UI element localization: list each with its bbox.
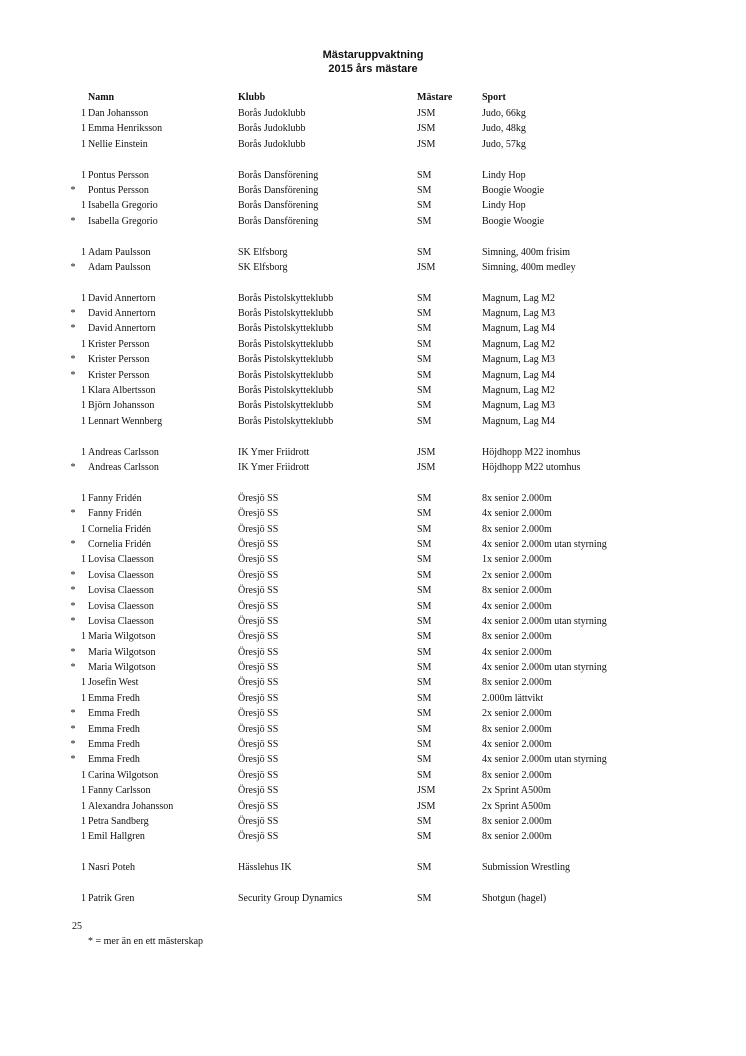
championship-level: SM (417, 692, 432, 704)
table-row (0, 568, 746, 583)
title-count: 1 (81, 892, 86, 904)
table-row (0, 783, 746, 798)
title-count: 1 (81, 108, 86, 119)
club-name: Borås Pistolskytteklubb (238, 369, 334, 381)
table-row (0, 706, 746, 721)
header-champ: Mästare (417, 92, 453, 103)
table-row (0, 337, 746, 352)
championship-level: SM (417, 200, 432, 212)
multi-title-marker: * (70, 184, 76, 196)
championship-level: SM (417, 769, 432, 781)
title-count: 1 (81, 831, 86, 843)
table-header (0, 91, 746, 105)
athlete-name: Isabella Gregorio (88, 215, 158, 227)
multi-title-marker: * (70, 585, 76, 597)
title-count: 1 (81, 446, 86, 458)
sport-event: Judo, 66kg (482, 108, 526, 119)
table-row (0, 383, 746, 398)
title-count: 1 (81, 123, 86, 135)
multi-title-marker: * (70, 723, 76, 735)
table-row (0, 106, 746, 121)
athlete-name: Fanny Carlsson (88, 785, 151, 797)
athlete-name: Krister Persson (88, 369, 150, 381)
athlete-name: Emma Henriksson (88, 123, 163, 135)
athlete-name: Lovisa Claesson (88, 615, 154, 627)
championship-level: SM (417, 646, 432, 658)
title-count: 1 (81, 523, 86, 535)
club-name: Borås Dansförening (238, 169, 319, 181)
championship-level: SM (417, 523, 432, 535)
table-row (0, 368, 746, 383)
sport-event: Simning, 400m medley (482, 261, 576, 273)
table-row (0, 691, 746, 706)
table-row (0, 183, 746, 198)
championship-level: SM (417, 600, 432, 612)
championship-level: SM (417, 815, 432, 827)
title-count: 1 (81, 138, 86, 150)
athlete-name: Björn Johansson (88, 400, 155, 412)
table-row (0, 414, 746, 429)
championship-level: SM (417, 338, 432, 350)
championship-level: SM (417, 385, 432, 397)
athlete-name: Emma Fredh (88, 754, 140, 766)
championship-level: JSM (417, 138, 436, 150)
athlete-name: David Annertorn (88, 308, 156, 320)
table-row (0, 645, 746, 660)
multi-title-marker: * (70, 323, 76, 335)
header-name: Namn (88, 92, 115, 103)
club-name: Borås Pistolskytteklubb (238, 385, 334, 397)
multi-title-marker: * (70, 600, 76, 612)
header-club: Klubb (238, 92, 266, 103)
athlete-name: Fanny Fridén (88, 508, 142, 520)
club-name: Borås Pistolskytteklubb (238, 400, 334, 412)
athlete-name: Pontus Persson (88, 169, 149, 181)
sport-event: 8x senior 2.000m (482, 769, 552, 781)
athlete-name: Adam Paulsson (88, 246, 151, 258)
sport-event: 2x Sprint A500m (482, 800, 551, 812)
group-spacer (0, 152, 746, 167)
athlete-name: Carina Wilgotson (88, 769, 159, 781)
club-name: Öresjö SS (238, 615, 279, 627)
championship-level: SM (417, 169, 432, 181)
club-name: Öresjö SS (238, 769, 279, 781)
athlete-name: Nasri Poteh (88, 862, 135, 874)
club-name: Öresjö SS (238, 492, 279, 504)
table-row (0, 752, 746, 767)
club-name: Öresjö SS (238, 523, 279, 535)
club-name: Öresjö SS (238, 646, 279, 658)
club-name: Borås Pistolskytteklubb (238, 292, 334, 304)
club-name: Borås Dansförening (238, 184, 319, 196)
athlete-name: Emil Hallgren (88, 831, 145, 843)
title-count: 1 (81, 692, 86, 704)
multi-title-marker: * (70, 215, 76, 227)
championship-level: SM (417, 831, 432, 843)
multi-title-marker: * (70, 708, 76, 720)
table-row (0, 829, 746, 844)
group-spacer (0, 229, 746, 244)
club-name: Öresjö SS (238, 739, 279, 751)
championship-level: SM (417, 184, 432, 196)
sport-event: 4x senior 2.000m (482, 600, 552, 612)
club-name: Borås Judoklubb (238, 138, 306, 150)
championship-level: SM (417, 369, 432, 381)
table-row (0, 860, 746, 875)
athlete-name: Krister Persson (88, 354, 150, 366)
sport-event: Magnum, Lag M4 (482, 323, 556, 335)
multi-title-marker: * (70, 538, 76, 550)
athlete-name: David Annertorn (88, 292, 156, 304)
athlete-name: Krister Persson (88, 338, 150, 350)
club-name: Öresjö SS (238, 723, 279, 735)
sport-event: 8x senior 2.000m (482, 492, 552, 504)
championship-level: SM (417, 708, 432, 720)
table-row (0, 445, 746, 460)
title-count: 1 (81, 400, 86, 412)
sport-event: 2.000m lättvikt (482, 692, 544, 704)
table-row (0, 660, 746, 675)
athlete-name: Lovisa Claesson (88, 569, 154, 581)
multi-title-marker: * (70, 261, 76, 273)
club-name: Öresjö SS (238, 585, 279, 597)
club-name: Öresjö SS (238, 677, 279, 689)
sport-event: Shotgun (hagel) (482, 892, 547, 904)
table-row (0, 491, 746, 506)
athlete-name: Alexandra Johansson (88, 800, 174, 812)
athlete-name: Maria Wilgotson (88, 646, 156, 658)
championship-level: SM (417, 615, 432, 627)
table-row (0, 614, 746, 629)
footnote: * = mer än en ett mästerskap (88, 936, 204, 947)
title-count: 1 (81, 554, 86, 566)
club-name: Borås Pistolskytteklubb (238, 415, 334, 427)
sport-event: Magnum, Lag M2 (482, 338, 556, 350)
club-name: Öresjö SS (238, 662, 279, 674)
club-name: Borås Pistolskytteklubb (238, 308, 334, 320)
championship-level: JSM (417, 108, 436, 119)
championship-level: SM (417, 754, 432, 766)
sport-event: 8x senior 2.000m (482, 677, 552, 689)
total-count: 25 (72, 921, 82, 932)
multi-title-marker: * (70, 615, 76, 627)
title-count: 1 (81, 169, 86, 181)
table-row (0, 675, 746, 690)
champion-table (0, 106, 746, 906)
table-row (0, 814, 746, 829)
championship-level: SM (417, 492, 432, 504)
club-name: Öresjö SS (238, 554, 279, 566)
club-name: Öresjö SS (238, 569, 279, 581)
sport-event: Boogie Woogie (482, 184, 545, 196)
club-name: Öresjö SS (238, 831, 279, 843)
sport-event: 4x senior 2.000m utan styrning (482, 754, 607, 766)
title-count: 1 (81, 200, 86, 212)
table-row (0, 599, 746, 614)
club-name: Borås Pistolskytteklubb (238, 354, 334, 366)
title-count: 1 (81, 862, 86, 874)
table-row (0, 506, 746, 521)
club-name: Borås Dansförening (238, 215, 319, 227)
athlete-name: Andreas Carlsson (88, 446, 159, 458)
athlete-name: Petra Sandberg (88, 815, 149, 827)
table-row (0, 245, 746, 260)
athlete-name: Lovisa Claesson (88, 600, 154, 612)
title-count: 1 (81, 815, 86, 827)
athlete-name: Klara Albertsson (88, 385, 156, 397)
athlete-name: Patrik Gren (88, 892, 135, 904)
title-count: 1 (81, 338, 86, 350)
championship-level: SM (417, 723, 432, 735)
sport-event: 8x senior 2.000m (482, 631, 552, 643)
club-name: IK Ymer Friidrott (238, 461, 310, 473)
club-name: Öresjö SS (238, 754, 279, 766)
sport-event: Lindy Hop (482, 169, 526, 181)
athlete-name: Dan Johansson (88, 108, 149, 119)
table-row (0, 306, 746, 321)
group-spacer (0, 429, 746, 444)
sport-event: Judo, 48kg (482, 123, 526, 135)
championship-level: SM (417, 215, 432, 227)
table-row (0, 198, 746, 213)
club-name: SK Elfsborg (238, 261, 288, 273)
table-row (0, 260, 746, 275)
club-name: Borås Judoklubb (238, 108, 306, 119)
sport-event: 8x senior 2.000m (482, 523, 552, 535)
club-name: Borås Pistolskytteklubb (238, 323, 334, 335)
club-name: Öresjö SS (238, 800, 279, 812)
sport-event: 1x senior 2.000m (482, 554, 552, 566)
sport-event: Magnum, Lag M3 (482, 400, 556, 412)
multi-title-marker: * (70, 754, 76, 766)
club-name: Öresjö SS (238, 708, 279, 720)
table-row (0, 168, 746, 183)
championship-level: JSM (417, 800, 436, 812)
table-row (0, 291, 746, 306)
multi-title-marker: * (70, 646, 76, 658)
sport-event: 8x senior 2.000m (482, 723, 552, 735)
championship-level: SM (417, 400, 432, 412)
championship-level: SM (417, 862, 432, 874)
championship-level: JSM (417, 785, 436, 797)
title-count: 1 (81, 492, 86, 504)
club-name: Öresjö SS (238, 692, 279, 704)
athlete-name: Emma Fredh (88, 723, 140, 735)
group-spacer (0, 876, 746, 891)
club-name: Borås Judoklubb (238, 123, 306, 135)
multi-title-marker: * (70, 569, 76, 581)
sport-event: 8x senior 2.000m (482, 585, 552, 597)
multi-title-marker: * (70, 662, 76, 674)
club-name: Security Group Dynamics (238, 892, 343, 904)
championship-level: SM (417, 508, 432, 520)
group-spacer (0, 845, 746, 860)
sport-event: Judo, 57kg (482, 138, 526, 150)
athlete-name: Isabella Gregorio (88, 200, 158, 212)
championship-level: SM (417, 538, 432, 550)
table-row (0, 629, 746, 644)
title-count: 1 (81, 292, 86, 304)
title-count: 1 (81, 677, 86, 689)
table-row (0, 137, 746, 152)
sport-event: Boogie Woogie (482, 215, 545, 227)
athlete-name: Andreas Carlsson (88, 461, 159, 473)
sport-event: 4x senior 2.000m utan styrning (482, 615, 607, 627)
title-count: 1 (81, 631, 86, 643)
athlete-name: Emma Fredh (88, 708, 140, 720)
championship-level: JSM (417, 461, 436, 473)
sport-event: 4x senior 2.000m (482, 508, 552, 520)
championship-level: SM (417, 585, 432, 597)
table-row (0, 460, 746, 475)
header-sport: Sport (482, 92, 506, 103)
athlete-name: Emma Fredh (88, 739, 140, 751)
championship-level: SM (417, 739, 432, 751)
championship-level: SM (417, 554, 432, 566)
sport-event: 8x senior 2.000m (482, 815, 552, 827)
multi-title-marker: * (70, 354, 76, 366)
championship-level: SM (417, 323, 432, 335)
sport-event: Magnum, Lag M4 (482, 415, 556, 427)
athlete-name: Lennart Wennberg (88, 415, 163, 427)
club-name: SK Elfsborg (238, 246, 288, 258)
club-name: Borås Pistolskytteklubb (238, 338, 334, 350)
table-row (0, 398, 746, 413)
sport-event: Magnum, Lag M3 (482, 354, 556, 366)
athlete-name: Pontus Persson (88, 184, 149, 196)
group-spacer (0, 475, 746, 490)
athlete-name: Fanny Fridén (88, 492, 142, 504)
club-name: IK Ymer Friidrott (238, 446, 310, 458)
championship-level: SM (417, 292, 432, 304)
sport-event: 4x senior 2.000m utan styrning (482, 662, 607, 674)
club-name: Öresjö SS (238, 538, 279, 550)
table-row (0, 737, 746, 752)
multi-title-marker: * (70, 308, 76, 320)
sport-event: Submission Wrestling (482, 862, 571, 874)
championship-level: SM (417, 308, 432, 320)
table-row (0, 522, 746, 537)
table-row (0, 121, 746, 136)
title-count: 1 (81, 246, 86, 258)
sport-event: Lindy Hop (482, 200, 526, 212)
sport-event: Magnum, Lag M2 (482, 292, 556, 304)
club-name: Hässlehus IK (238, 862, 292, 874)
page-title: Mästaruppvaktning (322, 49, 424, 61)
table-row (0, 552, 746, 567)
championship-level: JSM (417, 123, 436, 135)
sport-event: Magnum, Lag M4 (482, 369, 556, 381)
table-row (0, 352, 746, 367)
championship-level: SM (417, 631, 432, 643)
multi-title-marker: * (70, 739, 76, 751)
championship-level: SM (417, 892, 432, 904)
sport-event: Magnum, Lag M2 (482, 385, 556, 397)
sport-event: Simning, 400m frisim (482, 246, 571, 258)
sport-event: 2x senior 2.000m (482, 569, 552, 581)
title-count: 1 (81, 769, 86, 781)
table-row (0, 214, 746, 229)
table-row (0, 799, 746, 814)
sport-event: 8x senior 2.000m (482, 831, 552, 843)
championship-level: SM (417, 677, 432, 689)
athlete-name: Nellie Einstein (88, 138, 148, 150)
table-row (0, 537, 746, 552)
table-row (0, 583, 746, 598)
club-name: Borås Dansförening (238, 200, 319, 212)
club-name: Öresjö SS (238, 508, 279, 520)
title-count: 1 (81, 415, 86, 427)
club-name: Öresjö SS (238, 631, 279, 643)
title-count: 1 (81, 785, 86, 797)
club-name: Öresjö SS (238, 600, 279, 612)
table-row (0, 321, 746, 336)
title-count: 1 (81, 385, 86, 397)
championship-level: JSM (417, 261, 436, 273)
athlete-name: Lovisa Claesson (88, 554, 154, 566)
multi-title-marker: * (70, 369, 76, 381)
club-name: Öresjö SS (238, 815, 279, 827)
multi-title-marker: * (70, 461, 76, 473)
table-row (0, 722, 746, 737)
athlete-name: Cornelia Fridén (88, 523, 152, 535)
championship-level: SM (417, 569, 432, 581)
athlete-name: Maria Wilgotson (88, 631, 156, 643)
table-row (0, 768, 746, 783)
sport-event: Magnum, Lag M3 (482, 308, 556, 320)
championship-level: SM (417, 662, 432, 674)
sport-event: 4x senior 2.000m utan styrning (482, 538, 607, 550)
athlete-name: Maria Wilgotson (88, 662, 156, 674)
sport-event: Höjdhopp M22 inomhus (482, 446, 581, 458)
sport-event: Höjdhopp M22 utomhus (482, 461, 581, 473)
group-spacer (0, 275, 746, 290)
championship-level: SM (417, 354, 432, 366)
championship-level: JSM (417, 446, 436, 458)
multi-title-marker: * (70, 508, 76, 520)
sport-event: 2x Sprint A500m (482, 785, 551, 797)
athlete-name: David Annertorn (88, 323, 156, 335)
sport-event: 4x senior 2.000m (482, 646, 552, 658)
sport-event: 2x senior 2.000m (482, 708, 552, 720)
page-subtitle: 2015 års mästare (328, 63, 418, 75)
title-count: 1 (81, 800, 86, 812)
championship-level: SM (417, 246, 432, 258)
club-name: Öresjö SS (238, 785, 279, 797)
athlete-name: Lovisa Claesson (88, 585, 154, 597)
athlete-name: Josefin West (88, 677, 139, 689)
athlete-name: Adam Paulsson (88, 261, 151, 273)
sport-event: 4x senior 2.000m (482, 739, 552, 751)
athlete-name: Cornelia Fridén (88, 538, 152, 550)
championship-level: SM (417, 415, 432, 427)
athlete-name: Emma Fredh (88, 692, 140, 704)
table-row (0, 891, 746, 906)
